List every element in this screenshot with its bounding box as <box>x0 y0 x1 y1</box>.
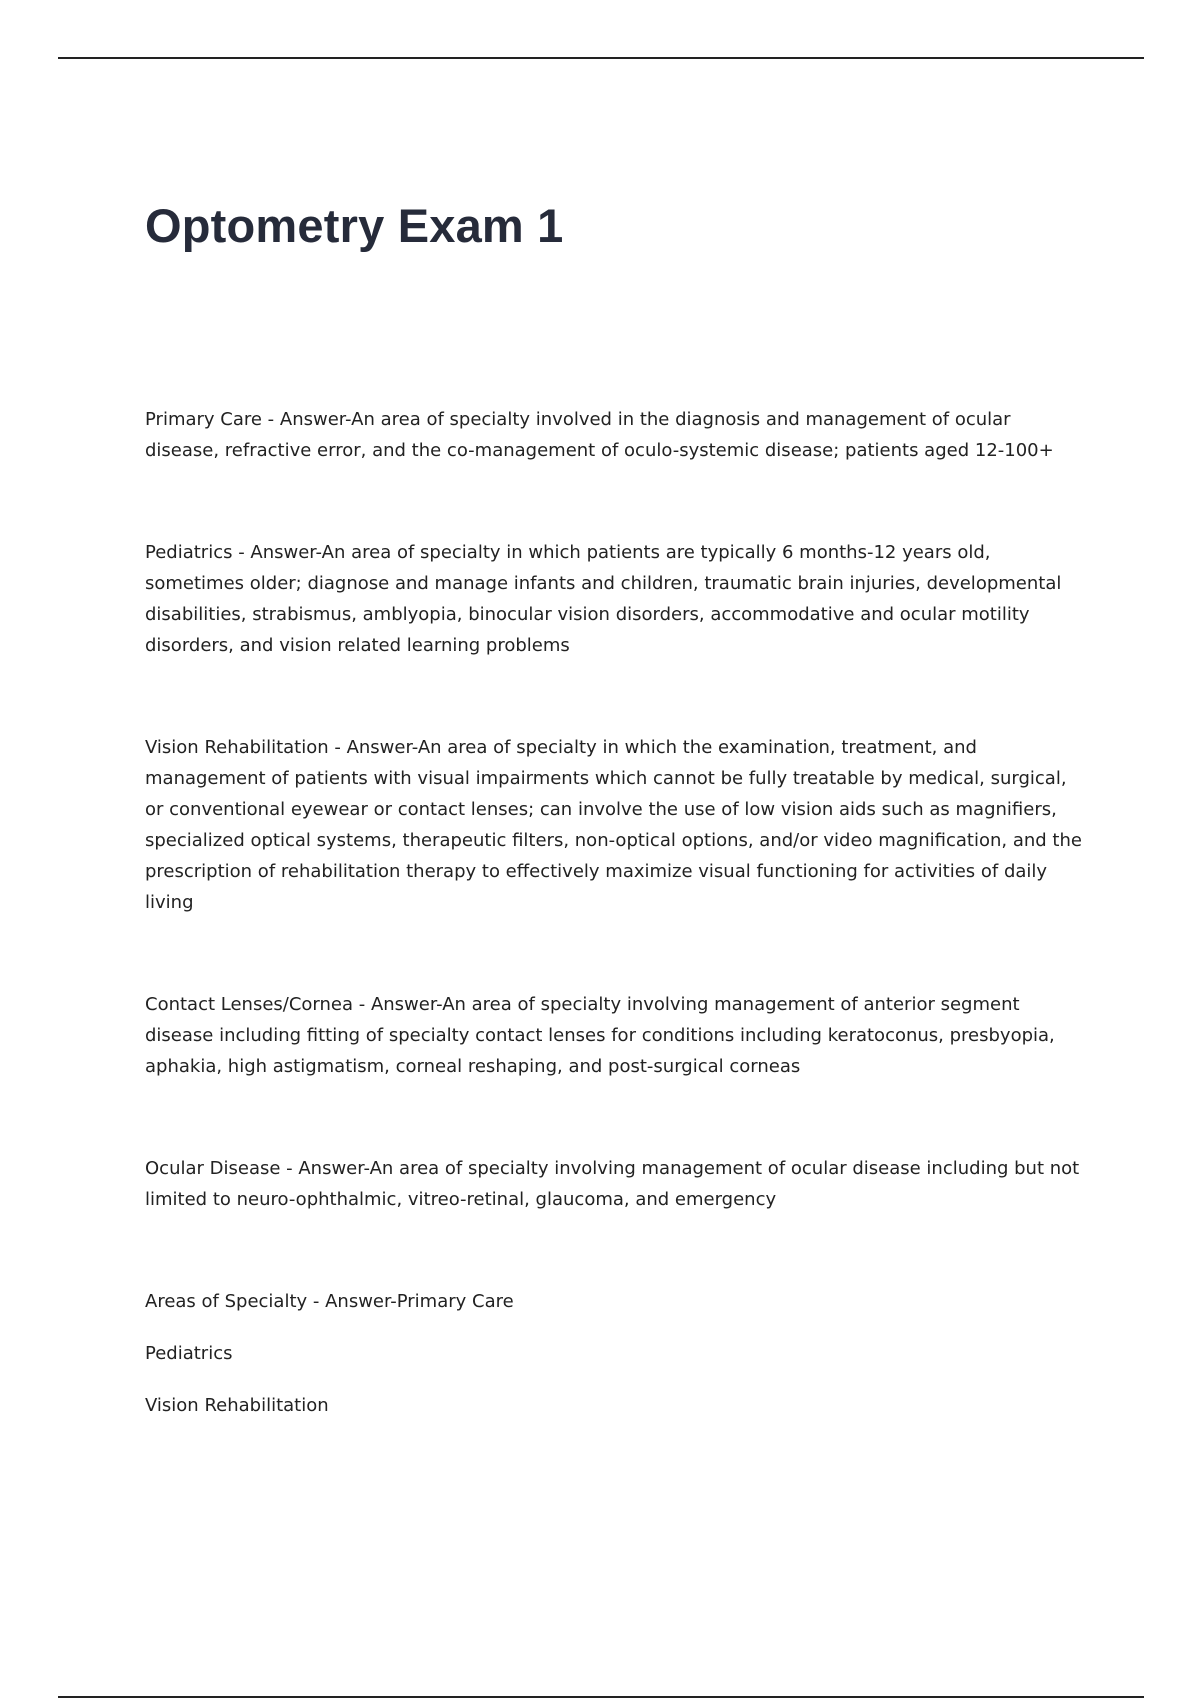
entry-primary-care <box>145 404 1090 466</box>
page-title: Optometry Exam 1 <box>145 199 564 252</box>
entry-vision-rehabilitation <box>145 732 1090 918</box>
entry-ocular-disease <box>145 1153 1090 1215</box>
entry-text: Ocular Disease - Answer-An area of specialty involving management of ocular disease including but not limited to neuro-ophthalmic, vitreo-retinal, glaucoma, and emergency <box>145 1158 1080 1210</box>
entry-text: Pediatrics - Answer-An area of specialty in which patients are typically 6 months-12 years old, sometimes older; diagnose and manage infants and children, traumatic brain injuries, developmental disabilities, strabismus, amblyopia, binocular vision disorders, accommodative and ocular motility disorders, and vision related learning problems <box>145 542 1062 656</box>
entry-areas-of-specialty <box>145 1286 1090 1421</box>
areas-line: Areas of Specialty - Answer-Primary Care <box>145 1291 514 1312</box>
areas-line: Vision Rehabilitation <box>145 1395 329 1416</box>
document-body <box>145 404 1090 1442</box>
entry-text: Vision Rehabilitation - Answer-An area of specialty in which the examination, treatment, and management of patients with visual impairments which cannot be fully treatable by medical, surgical, or conventional eyewear or contact lenses; can involve the use of low vision aids such as magnifiers, specialized optical systems, therapeutic filters, non-optical options, and/or video magnification, and the prescription of rehabilitation therapy to effectively maximize visual functioning for activities of daily living <box>145 737 1082 913</box>
areas-line: Pediatrics <box>145 1343 233 1364</box>
entry-text: Contact Lenses/Cornea - Answer-An area of specialty involving management of anterior segment disease including fitting of specialty contact lenses for conditions including keratoconus, presbyopia, aphakia, high astigmatism, corneal reshaping, and post-surgical corneas <box>145 994 1055 1077</box>
entry-text: Primary Care - Answer-An area of specialty involved in the diagnosis and management of ocular disease, refractive error, and the co-management of oculo-systemic disease; patients aged 12-100+ <box>145 409 1054 461</box>
top-divider <box>58 57 1144 59</box>
entry-pediatrics <box>145 537 1090 661</box>
bottom-divider <box>58 1696 1144 1698</box>
entry-contact-lenses-cornea <box>145 989 1090 1082</box>
